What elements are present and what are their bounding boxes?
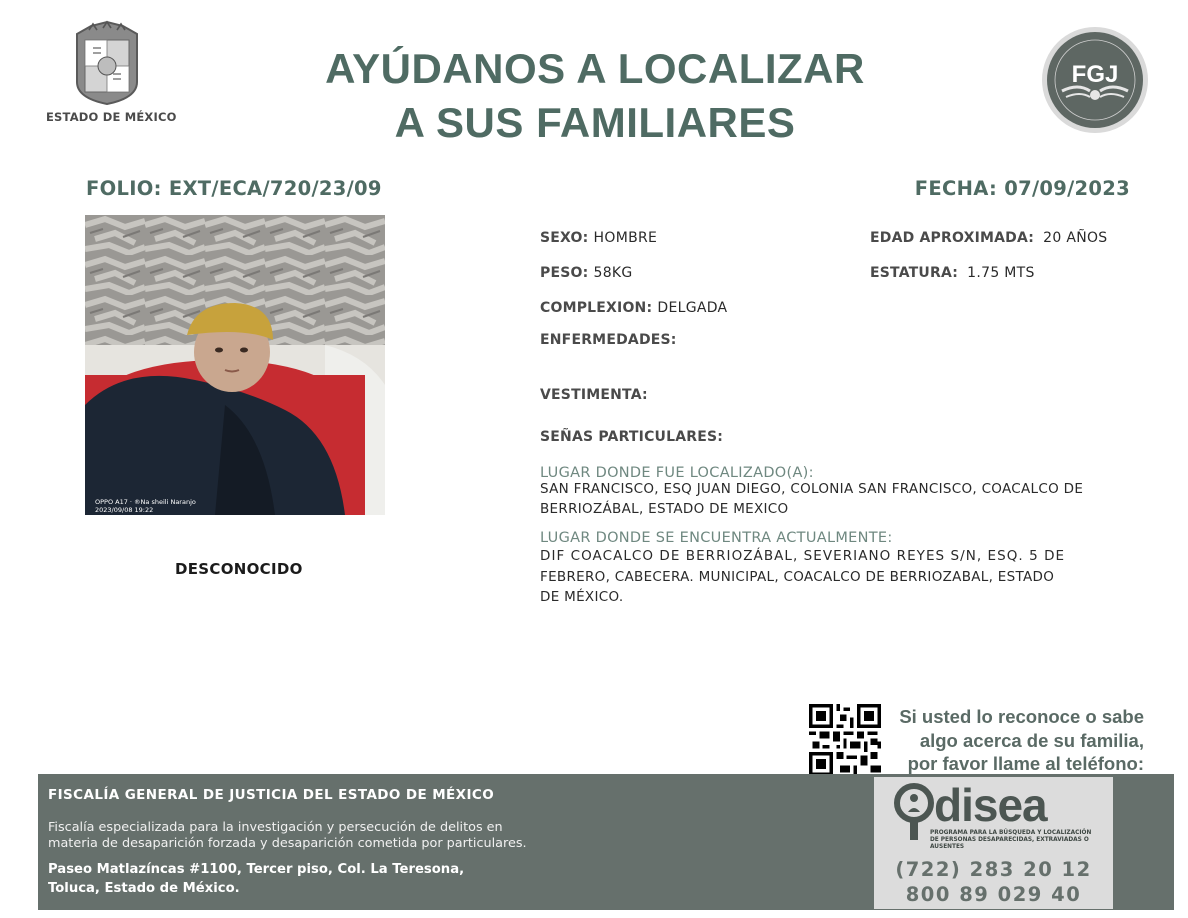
field-edad (870, 227, 1108, 246)
footer-description-line-1: Fiscalía especializada para la investigación y persecución de delitos en (48, 820, 503, 835)
footer-address-line-2: Toluca, Estado de México. (48, 881, 240, 896)
fecha: FECHA: 07/09/2023 (914, 177, 1130, 200)
complexion-label: COMPLEXION: (540, 300, 653, 316)
lugar-actual-line-1: DIF COACALCO DE BERRIOZÁBAL, SEVERIANO REYES S/N, ESQ. 5 DE (540, 548, 1066, 564)
cta-line-2: algo acerca de su familia, (919, 729, 1144, 751)
odisea-subtitle-line-1: PROGRAMA PARA LA BÚSQUEDA Y LOCALIZACIÓN (930, 830, 1092, 836)
peso-label: PESO: (540, 265, 589, 281)
vestimenta-label: VESTIMENTA: (540, 387, 648, 403)
title-line-2: A SUS FAMILIARES (394, 99, 796, 146)
folio: FOLIO: EXT/ECA/720/23/09 (86, 177, 382, 200)
photo-watermark-line-1: OPPO A17 · ®Na sheili Naranjo (95, 498, 196, 506)
call-to-action (882, 705, 1144, 776)
sexo-value: HOMBRE (593, 230, 658, 246)
phone-number-1[interactable]: (722) 283 20 12 (895, 858, 1092, 881)
peso-value: 58KG (593, 265, 633, 281)
complexion-value: DELGADA (657, 300, 728, 316)
estatura-value: 1.75 MTS (967, 265, 1035, 281)
lugar-localizado-line-1: SAN FRANCISCO, ESQ JUAN DIEGO, COLONIA SAN FRANCISCO, COACALCO DE (540, 481, 1084, 497)
state-name: ESTADO DE MÉXICO (46, 110, 177, 124)
lugar-actual-line-2: FEBRERO, CABECERA. MUNICIPAL, COACALCO DE BERRIOZABAL, ESTADO (540, 568, 1055, 585)
page-title (240, 42, 950, 150)
lugar-localizado-label: LUGAR DONDE FUE LOCALIZADO(A): (540, 465, 814, 481)
lugar-actual-value (540, 546, 1085, 608)
footer-address-line-1: Paseo Matlazíncas #1100, Tercer piso, Col. La Teresona, (48, 862, 465, 877)
phone-number-2[interactable]: 800 89 029 40 (905, 883, 1082, 906)
odisea-subtitle (930, 830, 1110, 851)
field-peso (540, 262, 633, 281)
fgj-logo-icon (1040, 25, 1150, 135)
enfermedades-label: ENFERMEDADES: (540, 332, 677, 348)
lugar-actual-line-3: DE MÉXICO. (540, 589, 624, 605)
footer-description-line-2: materia de desaparición forzada y desaparición cometida por particulares. (48, 836, 527, 851)
odisea-name: disea (934, 779, 1047, 831)
field-sexo (540, 227, 657, 246)
person-photo (85, 215, 385, 515)
cta-line-3: por favor llame al teléfono: (907, 753, 1144, 774)
lugar-localizado-value (540, 480, 1120, 519)
edad-label: EDAD APROXIMADA: (870, 230, 1035, 246)
field-complexion (540, 297, 727, 316)
person-photo-image (85, 215, 385, 515)
fgj-logo-text: FGJ (1071, 61, 1119, 88)
estatura-label: ESTATURA: (870, 265, 959, 281)
odisea-subtitle-line-2: DE PERSONAS DESAPARECIDAS, EXTRAVIADAS O (930, 837, 1089, 843)
edad-value: 20 AÑOS (1043, 230, 1108, 246)
lugar-localizado-line-2: BERRIOZÁBAL, ESTADO DE MEXICO (540, 500, 789, 517)
photo-watermark (95, 498, 196, 514)
footer-description (48, 820, 648, 852)
estado-de-mexico-seal-icon (69, 20, 145, 106)
person-name: DESCONOCIDO (175, 560, 303, 578)
footer-address (48, 860, 568, 898)
field-estatura (870, 262, 1035, 281)
state-seal-block (46, 20, 177, 124)
lugar-actual-label: LUGAR DONDE SE ENCUENTRA ACTUALMENTE: (540, 530, 893, 546)
qr-code-icon[interactable] (809, 704, 881, 776)
senas-label: SEÑAS PARTICULARES: (540, 429, 724, 445)
photo-watermark-line-2: 2023/09/08 19:22 (95, 506, 154, 514)
footer-title: FISCALÍA GENERAL DE JUSTICIA DEL ESTADO DE MÉXICO (48, 787, 495, 803)
title-line-1: AYÚDANOS A LOCALIZAR (325, 45, 865, 92)
odisea-subtitle-line-3: AUSENTES (930, 844, 965, 850)
sexo-label: SEXO: (540, 230, 589, 246)
cta-line-1: Si usted lo reconoce o sabe (899, 706, 1144, 727)
